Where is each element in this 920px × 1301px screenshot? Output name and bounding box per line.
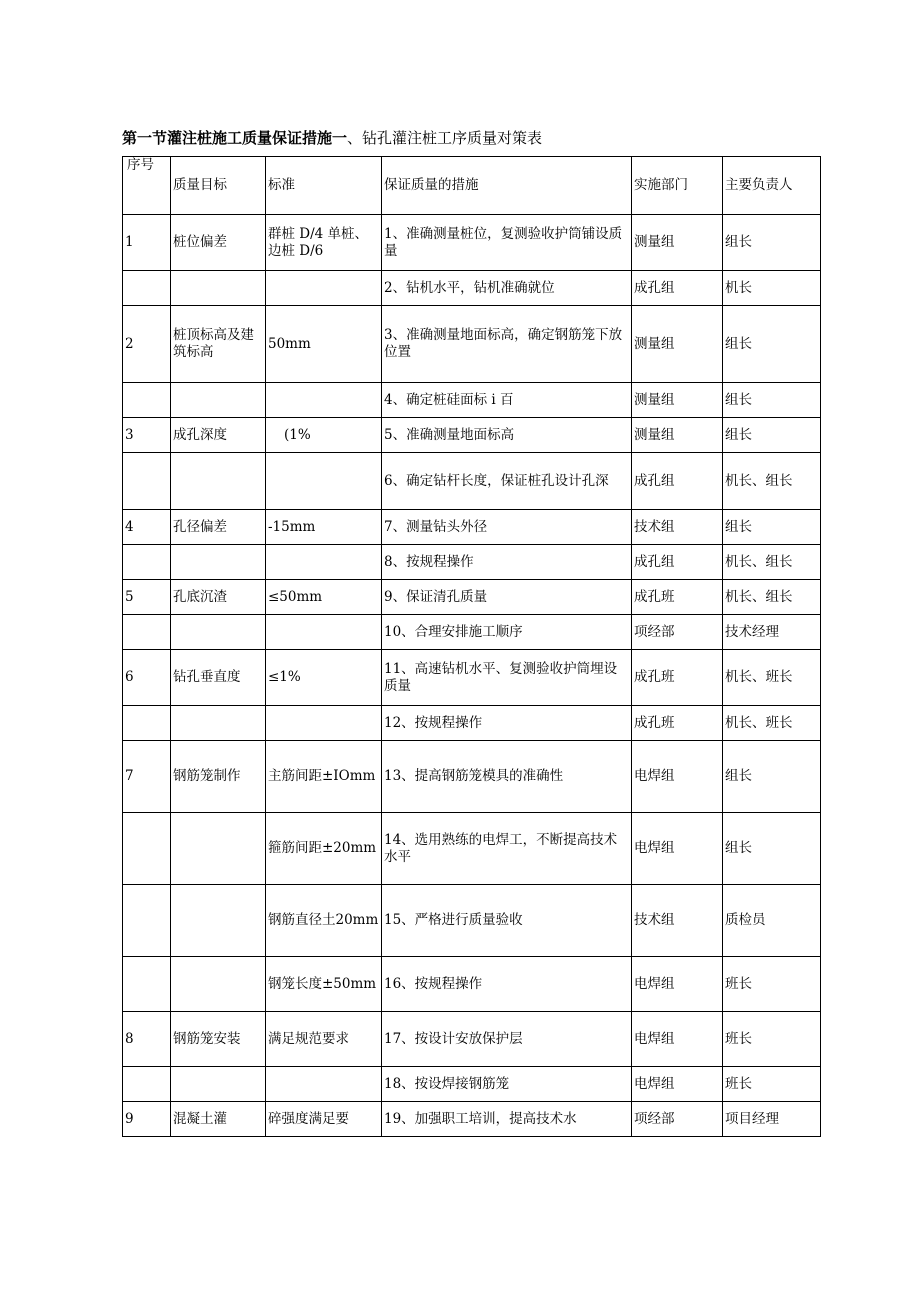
cell-no: 7 <box>123 741 171 813</box>
table-row <box>123 885 821 957</box>
cell-person: 班长 <box>723 957 821 1012</box>
cell-measure: 12、按规程操作 <box>382 706 632 741</box>
cell-measure: 10、合理安排施工顺序 <box>382 615 632 650</box>
cell-person: 机长、班长 <box>723 650 821 706</box>
header-cell: 标准 <box>266 157 382 215</box>
cell-person: 项目经理 <box>723 1102 821 1137</box>
cell-dept: 电焊组 <box>632 1012 723 1067</box>
table-row <box>123 706 821 741</box>
cell-person: 组长 <box>723 215 821 271</box>
cell-dept: 测量组 <box>632 306 723 383</box>
cell-dept: 技术组 <box>632 885 723 957</box>
header-cell: 序号 <box>123 157 171 215</box>
cell-goal: 孔底沉渣 <box>171 580 266 615</box>
table-row <box>123 418 821 453</box>
cell-std: 主筋间距±IOmm <box>266 741 382 813</box>
cell-no <box>123 813 171 885</box>
cell-person: 机长、组长 <box>723 453 821 510</box>
header-row <box>123 157 821 215</box>
table-row <box>123 453 821 510</box>
cell-person: 技术经理 <box>723 615 821 650</box>
cell-dept: 技术组 <box>632 510 723 545</box>
table-row <box>123 545 821 580</box>
cell-no <box>123 545 171 580</box>
cell-goal: 混凝土灌 <box>171 1102 266 1137</box>
cell-measure: 1、准确测量桩位，复测验收护筒铺设质量 <box>382 215 632 271</box>
cell-person: 机长、组长 <box>723 580 821 615</box>
table-row <box>123 650 821 706</box>
cell-goal: 孔径偏差 <box>171 510 266 545</box>
cell-person: 组长 <box>723 306 821 383</box>
cell-dept: 成孔班 <box>632 650 723 706</box>
cell-measure: 6、确定钻杆长度，保证桩孔设计孔深 <box>382 453 632 510</box>
cell-dept: 电焊组 <box>632 957 723 1012</box>
table-row <box>123 1012 821 1067</box>
cell-std: 钢笼长度±50mm <box>266 957 382 1012</box>
cell-dept: 电焊组 <box>632 813 723 885</box>
table-row <box>123 741 821 813</box>
cell-measure: 11、高速钻机水平、复测验收护筒埋设质量 <box>382 650 632 706</box>
cell-goal: 钻孔垂直度 <box>171 650 266 706</box>
cell-measure: 5、准确测量地面标高 <box>382 418 632 453</box>
table-row <box>123 510 821 545</box>
table-row <box>123 271 821 306</box>
table-row <box>123 215 821 271</box>
cell-no: 5 <box>123 580 171 615</box>
header-cell: 实施部门 <box>632 157 723 215</box>
cell-dept: 成孔组 <box>632 271 723 306</box>
title-bold-part: 第一节灌注桩施工质量保证措施一 <box>122 129 348 147</box>
cell-person: 机长、班长 <box>723 706 821 741</box>
document-title <box>122 128 542 148</box>
cell-std: 碎强度满足要 <box>266 1102 382 1137</box>
cell-std: 箍筋间距±20mm <box>266 813 382 885</box>
cell-person: 机长、组长 <box>723 545 821 580</box>
cell-dept: 成孔班 <box>632 706 723 741</box>
cell-dept: 成孔组 <box>632 545 723 580</box>
cell-dept: 项经部 <box>632 1102 723 1137</box>
cell-no: 1 <box>123 215 171 271</box>
cell-no <box>123 271 171 306</box>
table-row <box>123 1102 821 1137</box>
table-row <box>123 383 821 418</box>
cell-person: 组长 <box>723 813 821 885</box>
cell-std <box>266 383 382 418</box>
cell-goal <box>171 1067 266 1102</box>
cell-goal: 桩位偏差 <box>171 215 266 271</box>
cell-measure: 4、确定桩硅面标 i 百 <box>382 383 632 418</box>
quality-measures-table <box>122 156 821 1137</box>
cell-goal <box>171 706 266 741</box>
header-cell: 质量目标 <box>171 157 266 215</box>
cell-dept: 测量组 <box>632 418 723 453</box>
cell-dept: 测量组 <box>632 215 723 271</box>
cell-goal <box>171 813 266 885</box>
cell-measure: 18、按设焊接钢筋笼 <box>382 1067 632 1102</box>
cell-no <box>123 615 171 650</box>
table-row <box>123 1067 821 1102</box>
cell-std: 满足规范要求 <box>266 1012 382 1067</box>
cell-goal <box>171 615 266 650</box>
title-normal-part: 、钻孔灌注桩工序质量对策表 <box>347 129 543 147</box>
cell-no <box>123 453 171 510</box>
cell-measure: 9、保证清孔质量 <box>382 580 632 615</box>
cell-no <box>123 957 171 1012</box>
cell-measure: 3、准确测量地面标高，确定钢筋笼下放位置 <box>382 306 632 383</box>
cell-measure: 2、钻机水平，钻机准确就位 <box>382 271 632 306</box>
cell-dept: 项经部 <box>632 615 723 650</box>
cell-measure: 8、按规程操作 <box>382 545 632 580</box>
cell-goal <box>171 271 266 306</box>
cell-goal: 桩顶标高及建筑标高 <box>171 306 266 383</box>
cell-std <box>266 615 382 650</box>
cell-no: 8 <box>123 1012 171 1067</box>
cell-dept: 成孔班 <box>632 580 723 615</box>
cell-std: 钢筋直径土20mm <box>266 885 382 957</box>
cell-no <box>123 1067 171 1102</box>
cell-dept: 测量组 <box>632 383 723 418</box>
cell-goal: 钢筋笼制作 <box>171 741 266 813</box>
cell-no <box>123 706 171 741</box>
table-row <box>123 813 821 885</box>
cell-std <box>266 1067 382 1102</box>
cell-std <box>266 271 382 306</box>
table-row <box>123 957 821 1012</box>
cell-no: 3 <box>123 418 171 453</box>
cell-no <box>123 885 171 957</box>
cell-person: 质检员 <box>723 885 821 957</box>
cell-measure: 14、选用熟练的电焊工，不断提高技术水平 <box>382 813 632 885</box>
cell-no: 4 <box>123 510 171 545</box>
cell-person: 组长 <box>723 741 821 813</box>
cell-no <box>123 383 171 418</box>
cell-std: 群桩 D/4 单桩、边桩 D/6 <box>266 215 382 271</box>
cell-goal: 钢筋笼安装 <box>171 1012 266 1067</box>
cell-no: 9 <box>123 1102 171 1137</box>
cell-measure: 16、按规程操作 <box>382 957 632 1012</box>
table-row <box>123 615 821 650</box>
cell-person: 组长 <box>723 383 821 418</box>
cell-no: 6 <box>123 650 171 706</box>
table-row <box>123 580 821 615</box>
cell-goal <box>171 453 266 510</box>
cell-std <box>266 545 382 580</box>
cell-person: 班长 <box>723 1012 821 1067</box>
cell-measure: 15、严格进行质量验收 <box>382 885 632 957</box>
cell-std <box>266 706 382 741</box>
cell-person: 班长 <box>723 1067 821 1102</box>
cell-goal: 成孔深度 <box>171 418 266 453</box>
cell-std: 50mm <box>266 306 382 383</box>
cell-measure: 13、提高钢筋笼模具的准确性 <box>382 741 632 813</box>
cell-std: ≤50mm <box>266 580 382 615</box>
cell-dept: 电焊组 <box>632 741 723 813</box>
cell-person: 机长 <box>723 271 821 306</box>
cell-measure: 17、按设计安放保护层 <box>382 1012 632 1067</box>
cell-person: 组长 <box>723 510 821 545</box>
cell-std: ≤1% <box>266 650 382 706</box>
table-row <box>123 306 821 383</box>
cell-no: 2 <box>123 306 171 383</box>
cell-std: -15mm <box>266 510 382 545</box>
cell-goal <box>171 957 266 1012</box>
header-cell: 主要负责人 <box>723 157 821 215</box>
cell-dept: 成孔组 <box>632 453 723 510</box>
cell-dept: 电焊组 <box>632 1067 723 1102</box>
cell-goal <box>171 545 266 580</box>
cell-goal <box>171 885 266 957</box>
cell-person: 组长 <box>723 418 821 453</box>
cell-goal <box>171 383 266 418</box>
cell-std: (1% <box>266 418 382 453</box>
header-cell: 保证质量的措施 <box>382 157 632 215</box>
cell-measure: 7、测量钻头外径 <box>382 510 632 545</box>
cell-std <box>266 453 382 510</box>
cell-measure: 19、加强职工培训，提高技术水 <box>382 1102 632 1137</box>
